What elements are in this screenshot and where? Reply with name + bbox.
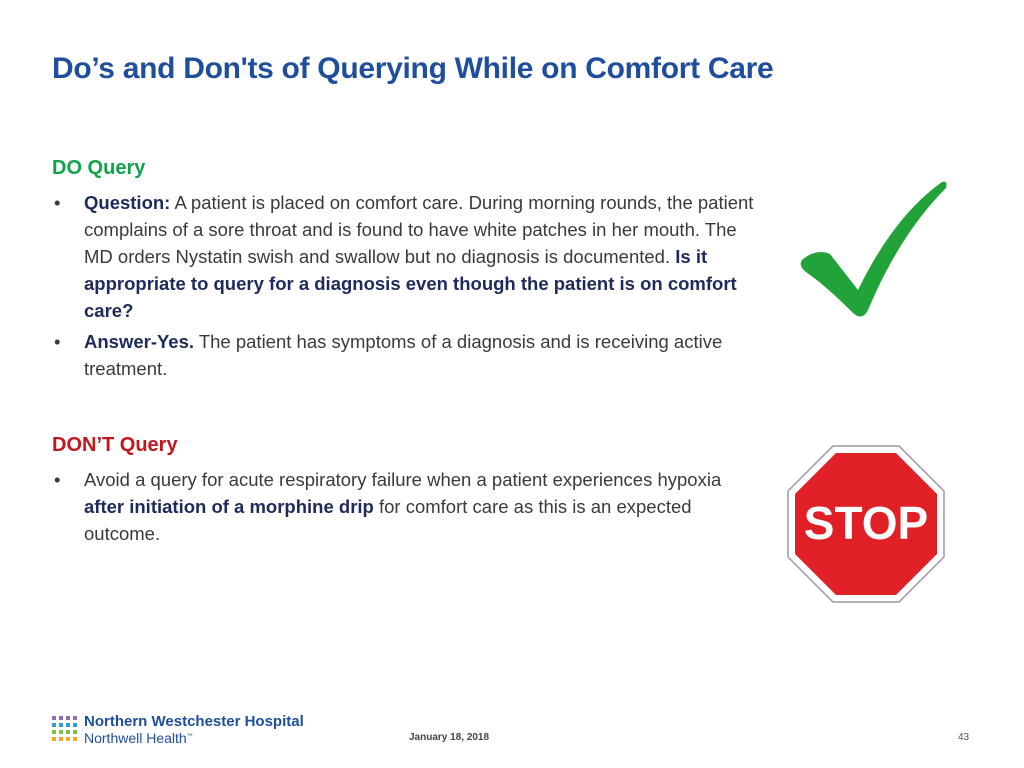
footer-date: January 18, 2018 xyxy=(409,732,490,743)
do-query-heading: DO Query xyxy=(52,157,146,179)
list-item-answer xyxy=(52,328,764,382)
logo-dots-row-1 xyxy=(52,716,77,720)
question-emphasis: Is it appropriate to query for a diagnosis even though the patient is on comfort care? xyxy=(84,246,737,321)
hospital-logo xyxy=(52,713,342,747)
bullet-icon: • xyxy=(54,331,61,352)
logo-dots-row-4 xyxy=(52,737,77,741)
answer-label: Answer-Yes. xyxy=(84,331,195,352)
page-number: 43 xyxy=(958,732,970,743)
logo-dots-row-3 xyxy=(52,730,77,734)
dont-query-list xyxy=(52,466,764,551)
logo-network-name: Northwell Health xyxy=(84,730,187,746)
logo-dots-icon xyxy=(52,716,78,742)
logo-hospital-name: Northern Westchester Hospital xyxy=(84,713,304,730)
checkmark-icon xyxy=(796,178,952,322)
list-item-avoid xyxy=(52,466,764,547)
list-item-question xyxy=(52,189,764,324)
do-query-list xyxy=(52,189,764,386)
slide-title: Do’s and Don'ts of Querying While on Comfort Care xyxy=(52,52,774,85)
logo-dots-row-2 xyxy=(52,723,77,727)
dont-query-heading: DON’T Query xyxy=(52,434,178,456)
avoid-text: Avoid a query for acute respiratory failure when a patient experiences hypoxia xyxy=(84,469,722,490)
bullet-icon: • xyxy=(54,469,61,490)
question-text: A patient is placed on comfort care. During morning rounds, the patient complains of a sore throat and is found to have white patches in her mouth. The MD orders Nystatin swish and swallow but no diagnosis is documented. xyxy=(84,192,754,267)
avoid-emphasis: after initiation of a morphine drip xyxy=(84,496,374,517)
avoid-text-end: for comfort care as this is an expected outcome. xyxy=(84,496,692,544)
stop-sign-icon xyxy=(787,445,945,603)
question-label: Question: xyxy=(84,192,171,213)
bullet-icon: • xyxy=(54,192,61,213)
answer-text: The patient has symptoms of a diagnosis and is receiving active treatment. xyxy=(84,331,723,379)
stop-sign-text: STOP xyxy=(803,497,929,549)
logo-trademark: ™ xyxy=(186,733,193,740)
checkmark-shape xyxy=(801,182,947,317)
logo-network-name-row xyxy=(84,730,193,746)
